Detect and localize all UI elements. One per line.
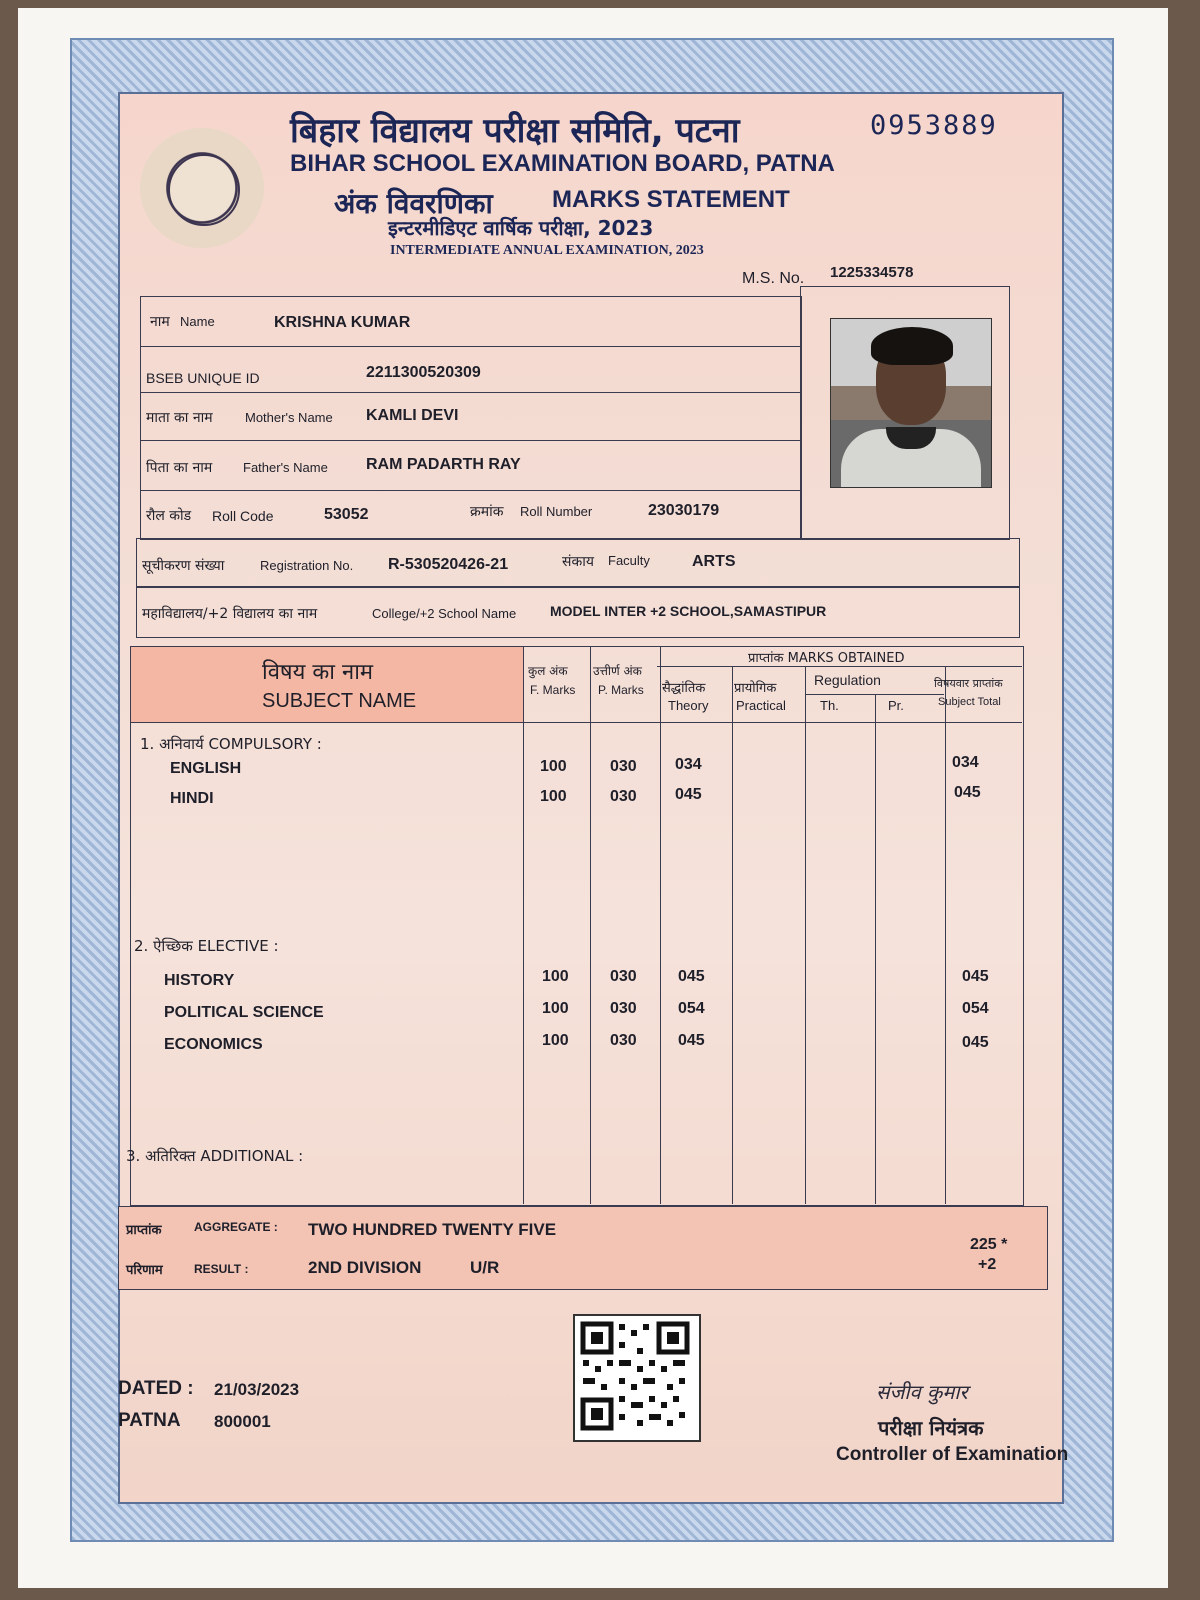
place-label: PATNA [118,1410,181,1431]
mother-label-hi: माता का नाम [146,410,213,426]
college-label-hi: महाविद्यालय/+2 विद्यालय का नाम [142,606,318,622]
mother-label-en: Mother's Name [245,410,333,425]
college-name: MODEL INTER +2 SCHOOL,SAMASTIPUR [550,603,827,619]
pass-marks: 030 [610,758,637,775]
reg-label-hi: सूचीकरण संख्या [142,558,225,574]
table-row: ENGLISH [170,760,242,777]
table-row: POLITICAL SCIENCE [164,1004,324,1021]
statement-hindi: अंक विवरणिका [334,187,493,220]
aggregate-label-en: AGGREGATE : [194,1220,278,1234]
controller-title-en: Controller of Examination [836,1444,1069,1465]
faculty-label-hi: संकाय [562,554,594,570]
table-row: HISTORY [164,972,235,989]
exam-hindi: इन्टरमीडिएट वार्षिक परीक्षा, 2023 [388,216,654,240]
college-label-en: College/+2 School Name [372,606,517,621]
section-compulsory: 1. अनिवार्य COMPULSORY : [140,735,322,753]
pass-marks: 030 [610,968,637,985]
section-additional: 3. अतिरिक्त ADDITIONAL : [126,1147,304,1165]
name-label-hi: नाम [150,314,170,330]
full-marks: 100 [540,788,567,805]
marks-table [130,646,1024,1206]
regulation-head: Regulation [814,672,881,688]
pin-code: 800001 [214,1412,271,1431]
full-marks: 100 [540,758,567,775]
pass-marks: 030 [610,1000,637,1017]
uid-label: BSEB UNIQUE ID [146,370,260,386]
father-label-en: Father's Name [243,460,328,475]
rollcode-label-en: Roll Code [212,508,274,524]
practical-head-en: Practical [736,698,786,713]
board-seal-icon [140,128,264,248]
pass-marks: 030 [610,788,637,805]
theory-marks: 034 [675,756,702,773]
issue-date: 21/03/2023 [214,1380,300,1399]
title-english: BIHAR SCHOOL EXAMINATION BOARD, PATNA [290,150,835,177]
theory-marks: 045 [675,786,702,803]
practical-head-hi: प्रायोगिक [734,681,777,696]
aggregate-band [118,1206,1048,1290]
result-category: U/R [470,1258,500,1277]
aggregate-plus: +2 [978,1256,997,1273]
student-photo [830,318,992,488]
regulation-th-head: Th. [820,698,839,713]
obtained-head: प्राप्तांक MARKS OBTAINED [748,651,905,666]
regulation-pr-head: Pr. [888,698,904,713]
section-elective: 2. ऐच्छिक ELECTIVE : [134,937,279,955]
unique-id: 2211300520309 [366,364,481,381]
dated-label: DATED : [118,1378,194,1399]
full-head-hi: कुल अंक [528,664,568,678]
theory-marks: 054 [678,1000,705,1017]
mother-name: KAMLI DEVI [366,407,459,424]
aggregate-words: TWO HUNDRED TWENTY FIVE [308,1220,557,1239]
subject-head-hi: विषय का नाम [262,660,374,685]
theory-head-en: Theory [668,698,709,713]
total-head-hi: विषयवार प्राप्तांक [934,677,1003,690]
subject-total: 054 [962,1000,989,1017]
father-label-hi: पिता का नाम [146,460,213,476]
serial-number: 0953889 [870,110,998,141]
aggregate-label-hi: प्राप्तांक [126,1223,162,1238]
ms-label: M.S. No. [742,270,805,287]
result-label-en: RESULT : [194,1262,249,1276]
theory-marks: 045 [678,968,705,985]
rollcode-label-hi: रौल कोड [146,508,192,524]
registration-number: R-530520426-21 [388,556,509,573]
subject-head-en: SUBJECT NAME [262,690,417,712]
rollno-label-hi: क्रमांक [470,504,504,520]
father-name: RAM PADARTH RAY [366,456,521,473]
statement-english: MARKS STATEMENT [552,186,790,213]
subject-total: 045 [962,968,989,985]
reg-label-en: Registration No. [260,558,354,573]
faculty: ARTS [692,553,736,570]
table-row: HINDI [170,790,214,807]
subject-total: 045 [954,784,981,801]
exam-english: INTERMEDIATE ANNUAL EXAMINATION, 2023 [390,243,704,258]
subject-total: 045 [962,1034,989,1051]
pass-head-hi: उत्तीर्ण अंक [593,664,642,678]
name-label-en: Name [180,314,215,329]
controller-signature: संजीव कुमार [876,1380,968,1404]
theory-head-hi: सैद्धांतिक [662,681,706,696]
full-head-en: F. Marks [530,683,576,697]
full-marks: 100 [542,968,569,985]
qr-code-icon [573,1314,701,1442]
result-division: 2ND DIVISION [308,1258,422,1277]
rollno-label-en: Roll Number [520,504,593,519]
faculty-label-en: Faculty [608,553,650,568]
table-row: ECONOMICS [164,1036,263,1053]
controller-title-hi: परीक्षा नियंत्रक [878,1416,984,1440]
ms-number: 1225334578 [830,264,914,281]
pass-head-en: P. Marks [598,683,644,697]
total-head-en: Subject Total [938,696,1001,708]
aggregate-total: 225 * [970,1236,1008,1253]
student-name: KRISHNA KUMAR [274,314,411,331]
pass-marks: 030 [610,1032,637,1049]
title-hindi: बिहार विद्यालय परीक्षा समिति, पटना [290,111,740,151]
subject-total: 034 [952,754,979,771]
full-marks: 100 [542,1032,569,1049]
result-label-hi: परिणाम [126,1263,163,1278]
theory-marks: 045 [678,1032,705,1049]
roll-code: 53052 [324,506,369,523]
full-marks: 100 [542,1000,569,1017]
roll-number: 23030179 [648,502,720,519]
